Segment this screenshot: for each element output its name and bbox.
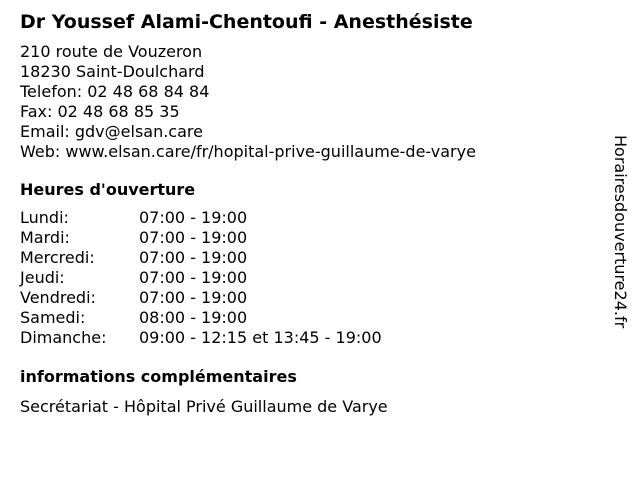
hours-time-value: 07:00 - 19:00 xyxy=(139,288,248,307)
phone-text: Telefon: 02 48 68 84 84 xyxy=(20,82,210,101)
hours-row-tuesday xyxy=(20,228,600,248)
additional-info-text: Secrétariat - Hôpital Privé Guillaume de Varye xyxy=(20,397,388,416)
hours-row-saturday xyxy=(20,308,600,328)
hours-time-value: 07:00 - 19:00 xyxy=(139,228,248,247)
hours-day-label: Mercredi: xyxy=(20,248,95,267)
email-text: Email: gdv@elsan.care xyxy=(20,122,203,141)
hours-time-value: 09:00 - 12:15 et 13:45 - 19:00 xyxy=(139,328,382,347)
hours-row-wednesday xyxy=(20,248,600,268)
hours-time-value: 08:00 - 19:00 xyxy=(139,308,248,327)
hours-day-label: Lundi: xyxy=(20,208,69,227)
hours-row-thursday xyxy=(20,268,600,288)
hours-day-label: Dimanche: xyxy=(20,328,107,347)
doctor-card xyxy=(20,10,600,417)
brand-watermark xyxy=(610,135,630,345)
opening-hours-list xyxy=(20,208,600,348)
hours-row-friday xyxy=(20,288,600,308)
opening-hours-heading: Heures d'ouverture xyxy=(20,180,196,199)
fax-text: Fax: 02 48 68 85 35 xyxy=(20,102,180,121)
hours-day-label: Vendredi: xyxy=(20,288,96,307)
address-line-street: 210 route de Vouzeron xyxy=(20,42,203,61)
hours-row-sunday xyxy=(20,328,600,348)
page-title: Dr Youssef Alami-Chentoufi - Anesthésiste xyxy=(20,11,473,33)
website-text: Web: www.elsan.care/fr/hopital-prive-guillaume-de-varye xyxy=(20,142,476,161)
hours-row-monday xyxy=(20,208,600,228)
hours-day-label: Samedi: xyxy=(20,308,86,327)
address-line-city: 18230 Saint-Doulchard xyxy=(20,62,205,81)
hours-day-label: Jeudi: xyxy=(20,268,65,287)
brand-text: Horairesdouverture24.fr xyxy=(611,135,630,329)
hours-time-value: 07:00 - 19:00 xyxy=(139,248,248,267)
hours-time-value: 07:00 - 19:00 xyxy=(139,208,248,227)
additional-info-heading: informations complémentaires xyxy=(20,367,297,386)
hours-time-value: 07:00 - 19:00 xyxy=(139,268,248,287)
hours-day-label: Mardi: xyxy=(20,228,70,247)
